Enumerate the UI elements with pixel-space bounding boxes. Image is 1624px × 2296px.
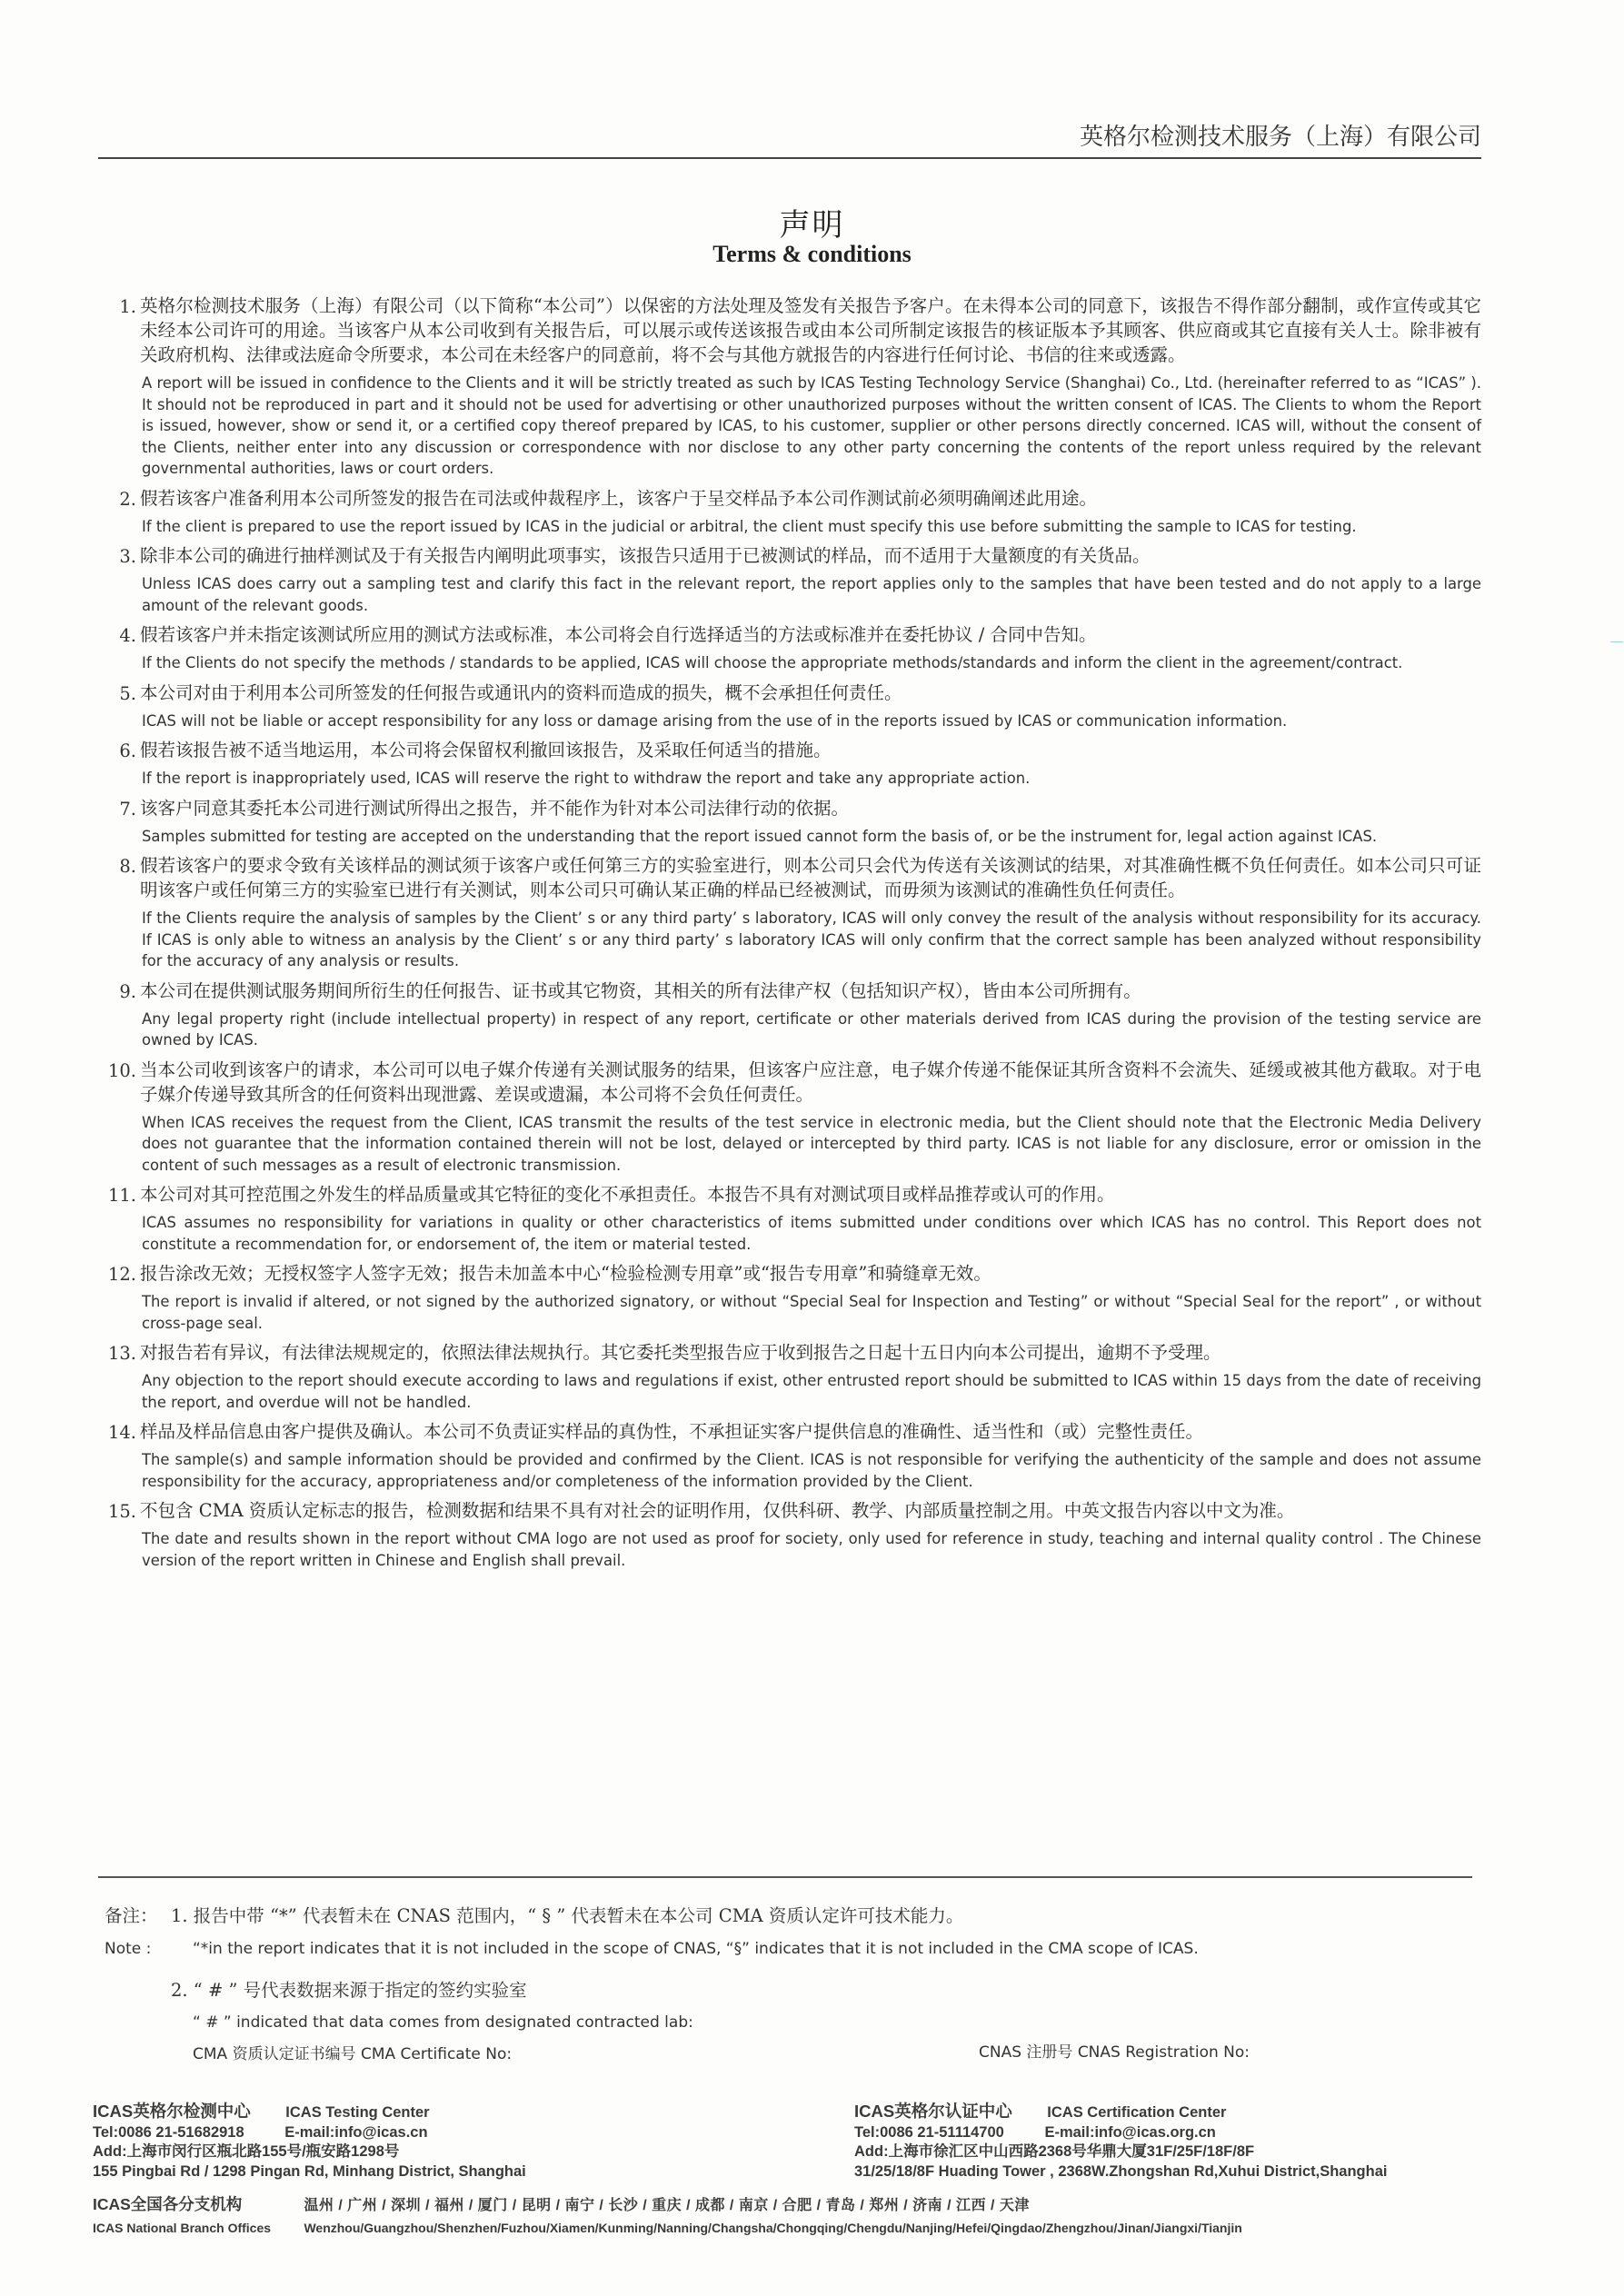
term-item — [98, 486, 1481, 538]
term-item — [98, 853, 1481, 972]
term-item — [98, 622, 1481, 674]
term-item — [98, 1261, 1481, 1334]
term-text-cn: 本公司在提供测试服务期间所衍生的任何报告、证书或其它物资，其相关的所有法律产权（包括知识产权），皆由本公司所拥有。 — [140, 979, 1141, 1001]
terms-list — [98, 293, 1481, 1577]
term-item — [98, 1058, 1481, 1177]
term-item — [98, 1340, 1481, 1413]
notes-divider — [98, 1876, 1472, 1878]
cma-certificate-label: CMA 资质认定证书编号 CMA Certificate No: — [193, 2045, 513, 2063]
term-number: 8. — [119, 856, 136, 877]
term-text-cn: 本公司对由于利用本公司所签发的任何报告或通讯内的资料而造成的损失，概不会承担任何责任。 — [140, 681, 902, 703]
certification-center-address-cn: Add:上海市徐汇区中山西路2368号华鼎大厦31F/25F/18F/8F — [854, 2143, 1255, 2160]
term-item — [98, 796, 1481, 848]
term-text-en: The date and results shown in the report without CMA logo are not used as proof for society, only used for reference in study, teaching and internal quality control . The Chinese version of the report written in Chinese and English shall prevail. — [142, 1530, 1481, 1569]
term-text-en: A report will be issued in confidence to the Clients and it will be strictly treated as such by ICAS Testing Technology Service (Shanghai) Co., Ltd. (hereinafter referred to as “ICAS” ). It should not be reproduced in part and it should not be used for advertising or other unauthorized purposes without the written consent of ICAS. The Clients to whom the Report is issued, however, show or send it, or a certified copy thereof prepared by ICAS, to his customer, supplier or other persons directly concerned. ICAS will, without the consent of the Clients, neither enter into any discussion or correspondence with nor disclose to any other party concerning the contents of the report unless required by the relevant governmental authorities, laws or court orders. — [142, 374, 1481, 477]
term-text-cn: 不包含 CMA 资质认定标志的报告，检测数据和结果不具有对社会的证明作用，仅供科研、教学、内部质量控制之用。中英文报告内容以中文为准。 — [140, 1500, 1295, 1521]
term-text-en: If the client is prepared to use the report issued by ICAS in the judicial or arbitral, the client must specify this use before submitting the sample to ICAS for testing. — [142, 517, 1357, 535]
term-text-cn: 样品及样品信息由客户提供及确认。本公司不负责证实样品的真伪性，不承担证实客户提供信息的准确性、适当性和（或）完整性责任。 — [140, 1421, 1204, 1442]
term-text-en: ICAS assumes no responsibility for variations in quality or other characteristics of items submitted under conditions over which ICAS has no control. This Report does not constitute a recommendation for, or endorsement of, the item or material tested. — [142, 1214, 1481, 1253]
header-divider — [98, 157, 1481, 159]
cnas-registration-label: CNAS 注册号 CNAS Registration No: — [979, 2043, 1250, 2062]
term-item — [98, 1419, 1481, 1492]
testing-center-address-cn: Add:上海市闵行区瓶北路155号/瓶安路1298号 — [93, 2143, 400, 2160]
term-text-en: The report is invalid if altered, or not signed by the authorized signatory, or without “Special Seal for Inspection and Testing” or without “Special Seal for the report” , or without cross-page seal. — [142, 1293, 1481, 1332]
term-number: 6. — [119, 740, 136, 761]
term-number: 3. — [119, 546, 136, 567]
term-text-cn: 假若该客户准备利用本公司所签发的报告在司法或仲裁程序上，该客户于呈交样品予本公司作测试前必须明确阐述此用途。 — [140, 487, 1098, 509]
term-text-en: If the Clients do not specify the methods / standards to be applied, ICAS will choose the appropriate methods/standards and inform the client in the agreement/contract. — [142, 654, 1403, 671]
branch-offices-label-en: ICAS National Branch Offices — [93, 2221, 272, 2235]
term-number: 15. — [107, 1501, 136, 1522]
document-title-en: Terms & conditions — [712, 241, 912, 267]
term-text-en: If the Clients require the analysis of samples by the Client’ s or any third party’ s laboratory, ICAS will only convey the result of the analysis without responsibility for its accuracy. If ICAS is only able to witness an analysis by the Client’ s or any third party’ s laboratory ICAS will only confirm that the correct sample has been analyzed without responsibility for the accuracy of any analysis or results. — [142, 909, 1481, 969]
note-1-cn: 1. 报告中带 “*” 代表暂未在 CNAS 范围内，“ § ” 代表暂未在本公司 CMA 资质认定许可技术能力。 — [171, 1905, 964, 1926]
term-text-cn: 本公司对其可控范围之外发生的样品质量或其它特征的变化不承担责任。本报告不具有对测试项目或样品推荐或认可的作用。 — [140, 1184, 1115, 1205]
term-number: 11. — [107, 1185, 136, 1206]
note-2-en: “ # ” indicated that data comes from designated contracted lab: — [193, 2013, 693, 2032]
testing-center-address-en: 155 Pingbai Rd / 1298 Pingan Rd, Minhang District, Shanghai — [93, 2162, 526, 2180]
term-text-cn: 除非本公司的确进行抽样测试及于有关报告内阐明此项事实，该报告只适用于已被测试的样品，而不适用于大量额度的有关货品。 — [140, 545, 1151, 566]
testing-center-tel: Tel:0086 21-51682918 — [93, 2123, 244, 2141]
certification-center-tel: Tel:0086 21-51114700 — [854, 2123, 1004, 2141]
term-item — [98, 293, 1481, 480]
term-text-en: When ICAS receives the request from the Client, ICAS transmit the results of the test service in electronic media, but the Client should note that the Electronic Media Delivery does not guarantee that the information contained therein will not be lost, delayed or intercepted by third party. ICAS is not liable for any disclosure, error or omission in the content of such messages as a result of electronic transmission. — [142, 1113, 1481, 1174]
testing-center-contact — [93, 2102, 656, 2182]
branch-offices-label-cn: ICAS全国各分支机构 — [93, 2195, 243, 2213]
term-text-cn: 报告涂改无效；无授权签字人签字无效；报告未加盖本中心“检验检测专用章”或“报告专用章”和骑缝章无效。 — [140, 1263, 991, 1284]
term-text-cn: 假若该客户的要求令致有关该样品的测试须于该客户或任何第三方的实验室进行，则本公司只会代为传送有关该测试的结果，对其准确性概不负任何责任。如本公司只可证明该客户或任何第三方的实验室已进行有关测试，则本公司只可确认某正确的样品已经被测试，而毋须为该测试的准确性负任何责任。 — [140, 855, 1481, 900]
term-item — [98, 979, 1481, 1051]
term-number: 12. — [107, 1264, 136, 1285]
term-text-en: Any objection to the report should execute according to laws and regulations if exist, other entrusted report should be submitted to ICAS within 15 days from the date of receiving the report, and overdue will not be handled. — [142, 1372, 1481, 1411]
term-number: 9. — [119, 980, 136, 1002]
testing-center-name-en: ICAS Testing Center — [285, 2104, 430, 2121]
term-item — [98, 738, 1481, 790]
term-text-en: The sample(s) and sample information should be provided and confirmed by the Client. ICAS is not responsible for verifying the authenticity of the sample and does not assume responsibility for the accuracy, appropriateness and/or completeness of the information provided by the Client. — [142, 1451, 1481, 1490]
note-2-cn: 2. “ # ” 号代表数据来源于指定的签约实验室 — [171, 1980, 527, 2001]
term-number: 10. — [107, 1059, 136, 1081]
term-text-en: Unless ICAS does carry out a sampling test and clarify this fact in the relevant report, the report applies only to the samples that have been tested and do not apply to a large amount of the relevant goods. — [142, 575, 1481, 614]
certification-center-email: E-mail:info@icas.org.cn — [1044, 2123, 1216, 2141]
note-prefix-en: Note : — [105, 1940, 152, 1958]
term-text-en: Any legal property right (include intellectual property) in respect of any report, certificate or other materials derived from ICAS during the provision of the testing service are owned by ICAS. — [142, 1009, 1481, 1049]
term-item — [98, 681, 1481, 732]
term-item — [98, 543, 1481, 616]
certification-center-name-cn: ICAS英格尔认证中心 — [854, 2102, 1012, 2121]
term-text-en: ICAS will not be liable or accept responsibility for any loss or damage arising from the use of in the reports issued by ICAS or communication information. — [142, 711, 1288, 730]
term-text-cn: 英格尔检测技术服务（上海）有限公司（以下简称“本公司”）以保密的方法处理及签发有关报告予客户。在未得本公司的同意下，该报告不得作部分翻制，或作宣传或其它未经本公司许可的用途。当该客户从本公司收到有关报告后，可以展示或传送该报告或由本公司所制定该报告的核证版本予其顾客、供应商或其它直接有关人士。除非被有关政府机构、法律或法庭命令所要求，本公司在未经客户的同意前，将不会与其他方就报告的内容进行任何讨论、书信的往来或透露。 — [140, 295, 1481, 365]
term-text-cn: 假若该客户并未指定该测试所应用的测试方法或标准，本公司将会自行选择适当的方法或标准并在委托协议 / 合同中告知。 — [140, 624, 1097, 645]
term-number: 5. — [119, 682, 136, 704]
certification-center-address-en: 31/25/18/8F Huading Tower , 2368W.Zhongshan Rd,Xuhui District,Shanghai — [854, 2162, 1388, 2180]
testing-center-email: E-mail:info@icas.cn — [284, 2123, 428, 2141]
term-number: 13. — [107, 1343, 136, 1364]
term-text-en: If the report is inappropriately used, ICAS will reserve the right to withdraw the report and take any appropriate action. — [142, 770, 1031, 787]
term-number: 1. — [119, 296, 136, 317]
note-1-en: “*in the report indicates that it is not included in the scope of CNAS, “§” indicates that it is not included in the CMA scope of ICAS. — [193, 1940, 1199, 1958]
term-text-cn: 当本公司收到该客户的请求，本公司可以电子媒介传递有关测试服务的结果，但该客户应注意，电子媒介传递不能保证其所含资料不会流失、延缓或被其他方截取。对于电子媒介传递导致其所含的任何资料出现泄露、差误或遗漏，本公司将不会负任何责任。 — [140, 1059, 1481, 1105]
certification-center-name-en: ICAS Certification Center — [1047, 2104, 1227, 2121]
note-prefix-cn: 备注： — [105, 1905, 158, 1926]
term-number: 4. — [119, 625, 136, 646]
branch-offices — [93, 2193, 1242, 2240]
term-text-cn: 该客户同意其委托本公司进行测试所得出之报告，并不能作为针对本公司法律行动的依据。 — [140, 797, 850, 819]
testing-center-name-cn: ICAS英格尔检测中心 — [93, 2102, 251, 2121]
term-text-cn: 假若该报告被不适当地运用，本公司将会保留权利撤回该报告，及采取任何适当的措施。 — [140, 740, 832, 760]
term-text-en: Samples submitted for testing are accepted on the understanding that the report issued cannot form the basis of, or be the instrument for, legal action against ICAS. — [142, 827, 1378, 845]
term-item — [98, 1182, 1481, 1255]
branch-offices-cities-en: Wenzhou/Guangzhou/Shenzhen/Fuzhou/Xiamen/Kunming/Nanning/Changsha/Chongqing/Chengdu/Nanjing/Hefei/Qingdao/Zhengzhou/Jinan/Jiangxi/Tianjin — [304, 2221, 1242, 2235]
document-title-cn: 声明 — [779, 207, 845, 244]
scan-edge-mark — [1610, 641, 1623, 642]
header-company-name: 英格尔检测技术服务（上海）有限公司 — [1079, 124, 1481, 151]
term-number: 14. — [107, 1422, 136, 1443]
term-item — [98, 1498, 1481, 1571]
term-text-cn: 对报告若有异议，有法律法规规定的，依照法律法规执行。其它委托类型报告应于收到报告之日起十五日内向本公司提出，逾期不予受理。 — [140, 1342, 1221, 1363]
term-number: 2. — [119, 488, 136, 510]
certification-center-contact — [854, 2102, 1481, 2182]
branch-offices-cities-cn: 温州 / 广州 / 深圳 / 福州 / 厦门 / 昆明 / 南宁 / 长沙 / 重庆 / 成都 / 南京 / 合肥 / 青岛 / 郑州 / 济南 / 江西 / 天津 — [304, 2198, 1030, 2213]
term-number: 7. — [119, 798, 136, 820]
